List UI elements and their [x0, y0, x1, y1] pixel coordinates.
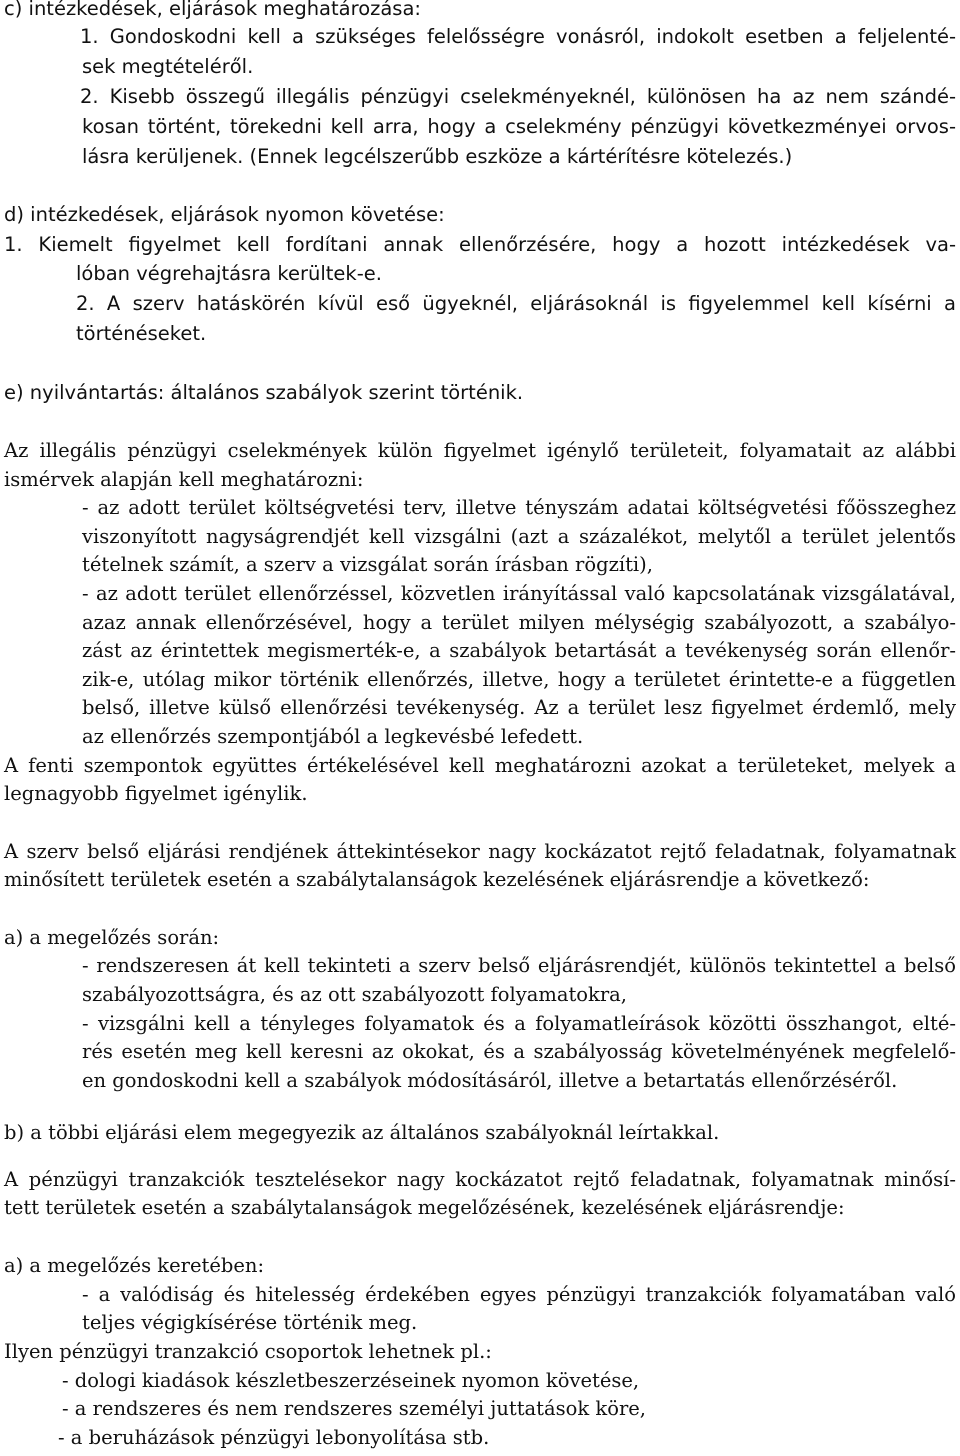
list-a2-heading: a) a megelőzés keretében: [4, 1254, 265, 1277]
paragraph-2-line-1: A fenti szempontok együttes értékelésével kell meghatározni azokat a területeket, melyek a [4, 754, 956, 777]
paragraph-5-line: Ilyen pénzügyi tranzakció csoportok lehetnek pl.: [4, 1340, 492, 1363]
paragraph-1-line-2: ismérvek alapján kell meghatározni: [4, 468, 364, 491]
paragraph-1-bullet-1-line-2: viszonyított nagyságrendjét kell vizsgálni (azt a százalékot, melytől a terület jelentős [82, 525, 956, 548]
paragraph-1-bullet-2-line-2: azaz annak ellenőrzésével, hogy a terület milyen mélységig szabályozott, a szabályo- [82, 611, 956, 634]
section-d-heading: d) intézkedések, eljárások nyomon követése: [4, 203, 445, 226]
list-a1-bullet-1-line-2: szabályozottságra, és az ott szabályozott folyamatokra, [82, 983, 627, 1006]
section-c-item-2-line-1: 2. Kisebb összegű illegális pénzügyi cselekményeknél, különösen ha az nem szándé- [80, 85, 956, 108]
section-c-item-2-line-2: kosan történt, törekedni kell arra, hogy a cselekmény pénzügyi következményei orvos- [82, 115, 956, 138]
section-c-item-1-line-2: sek megtételéről. [82, 55, 254, 78]
paragraph-4-line-2: tett területek esetén a szabálytalanságok megelőzésének, kezelésének eljárásrendje: [4, 1196, 845, 1219]
list-a1-bullet-2-line-3: en gondoskodni kell a szabályok módosításáról, illetve a betartatás ellenőrzéséről. [82, 1069, 898, 1092]
list-a2-bullet-1-line-2: teljes végigkísérése történik meg. [82, 1311, 418, 1334]
paragraph-1-line-1: Az illegális pénzügyi cselekmények külön figyelmet igénylő területeit, folyamatait az alábbi [4, 439, 956, 462]
paragraph-1-bullet-2-line-5: belső, illetve külső ellenőrzési tevékenység. Az a terület lesz figyelmet érdemlő, mely [82, 696, 956, 719]
section-d-item-2-line-2: történéseket. [76, 322, 207, 345]
paragraph-3-line-1: A szerv belső eljárási rendjének áttekintésekor nagy kockázatot rejtő feladatnak, folyamatnak [4, 840, 956, 863]
section-c-item-2-line-3: lásra kerüljenek. (Ennek legcélszerűbb eszköze a kártérítésre kötelezés.) [82, 145, 793, 168]
list-a1-bullet-2-line-1: - vizsgálni kell a tényleges folyamatok és a folyamatleírások közötti összhangot, elté- [82, 1012, 956, 1035]
paragraph-3-line-2: minősített területek esetén a szabálytalanságok kezelésének eljárásrendje a következő: [4, 868, 870, 891]
paragraph-5-item-2: - a rendszeres és nem rendszeres személyi juttatások köre, [62, 1397, 647, 1420]
section-c-item-1-line-1: 1. Gondoskodni kell a szükséges felelősségre vonásról, indokolt esetben a feljelenté- [80, 25, 956, 48]
paragraph-5-item-3: - a beruházások pénzügyi lebonyolítása stb. [58, 1426, 490, 1449]
section-d-item-2-line-1: 2. A szerv hatáskörén kívül eső ügyeknél, eljárásoknál is figyelemmel kell kísérni a [76, 292, 956, 315]
paragraph-4-line-1: A pénzügyi tranzakciók tesztelésekor nagy kockázatot rejtő feladatnak, folyamatnak minősí- [4, 1168, 956, 1191]
section-e-line: e) nyilvántartás: általános szabályok szerint történik. [4, 381, 524, 404]
section-d-item-1-line-1: 1. Kiemelt figyelmet kell fordítani annak ellenőrzésére, hogy a hozott intézkedések va- [4, 233, 956, 256]
paragraph-1-bullet-1-line-3: tételnek számít, a szerv a vizsgálat során írásban rögzíti), [82, 553, 653, 576]
paragraph-1-bullet-1-line-1: - az adott terület költségvetési terv, illetve tényszám adatai költségvetési főösszeghez [82, 496, 956, 519]
paragraph-1-bullet-2-line-4: zik-e, utólag mikor történik ellenőrzés, illetve, hogy a területet érintette-e a független [82, 668, 956, 691]
section-c-heading: c) intézkedések, eljárások meghatározása: [4, 0, 421, 20]
paragraph-2-line-2: legnagyobb figyelmet igénylik. [4, 782, 308, 805]
list-a2-bullet-1-line-1: - a valódiság és hitelesség érdekében egyes pénzügyi tranzakciók folyamatában való [82, 1283, 956, 1306]
list-a1-bullet-2-line-2: rés esetén meg kell keresni az okokat, és a szabályosság követelményének megfelelő- [82, 1040, 956, 1063]
list-a1-bullet-1-line-1: - rendszeresen át kell tekinteti a szerv belső eljárásrendjét, különös tekintettel a belső [82, 954, 956, 977]
list-a1-heading: a) a megelőzés során: [4, 926, 220, 949]
paragraph-1-bullet-2-line-1: - az adott terület ellenőrzéssel, közvetlen irányítással való kapcsolatának vizsgálatával, [82, 582, 956, 605]
paragraph-1-bullet-2-line-3: zást az érintettek megismerték-e, a szabályok betartását a tevékenység során ellenőr- [82, 639, 956, 662]
list-b1-line: b) a többi eljárási elem megegyezik az általános szabályoknál leírtakkal. [4, 1121, 720, 1144]
section-d-item-1-line-2: lóban végrehajtásra kerültek-e. [76, 262, 382, 285]
paragraph-1-bullet-2-line-6: az ellenőrzés szempontjából a legkevésbé lefedett. [82, 725, 584, 748]
paragraph-5-item-1: - dologi kiadások készletbeszerzéseinek nyomon követése, [62, 1369, 640, 1392]
